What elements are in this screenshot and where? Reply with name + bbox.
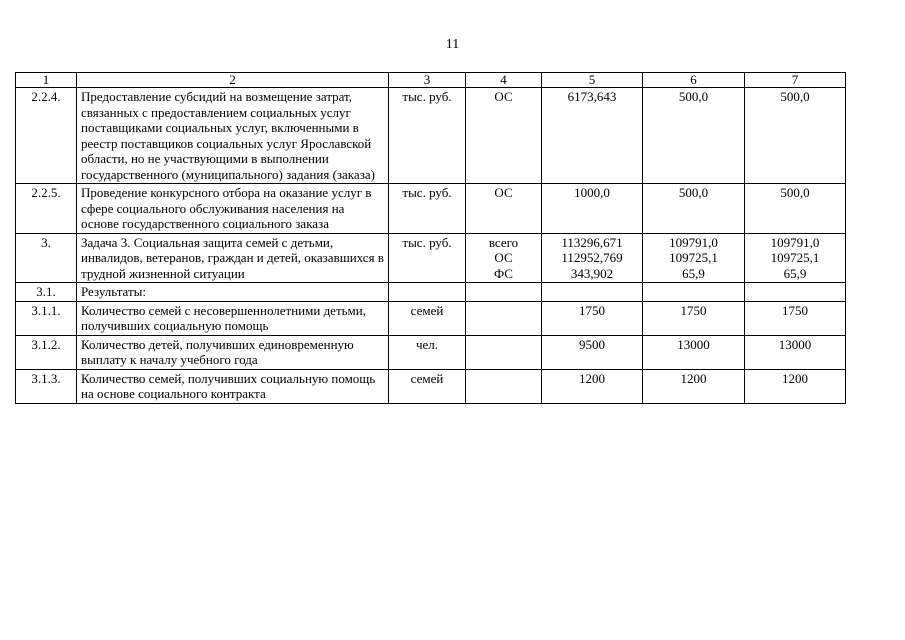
header-cell-2: 2: [77, 73, 389, 88]
value-col7-cell-line: 500,0: [780, 89, 810, 104]
unit-cell: тыс. руб.: [389, 184, 466, 234]
value-col6-cell-line: 1750: [680, 302, 707, 318]
funding-source-cell: [466, 335, 542, 369]
value-col5-cell: [542, 184, 643, 234]
funding-source-cell-line: ОС: [494, 250, 513, 265]
header-cell-4: 4: [466, 73, 542, 88]
funding-source-cell: [466, 233, 542, 283]
funding-source-cell-line: ОС: [494, 89, 513, 104]
value-col5-cell: [542, 88, 643, 184]
funding-source-cell-line: всего: [488, 234, 519, 250]
value-col6-cell: [643, 88, 745, 184]
value-col7-cell-line: 109791,0: [770, 234, 820, 250]
table-row: [16, 88, 846, 184]
value-col6-cell-line: 1200: [680, 370, 707, 386]
funding-source-cell: [466, 283, 542, 302]
value-col7-cell: [745, 184, 846, 234]
value-col5-cell-line: 1750: [579, 302, 605, 318]
funding-source-cell: [466, 184, 542, 234]
header-cell-3: 3: [389, 73, 466, 88]
funding-source-cell: [466, 369, 542, 403]
value-col6-cell: [643, 184, 745, 234]
value-col5-cell-line: 343,902: [570, 265, 614, 281]
unit-cell: чел.: [389, 335, 466, 369]
row-number-cell: 2.2.4.: [16, 88, 77, 184]
description-cell: Количество семей с несовершеннолетними детьми, получивших социальную помощь: [77, 301, 389, 335]
row-number-cell: 3.: [16, 233, 77, 283]
value-col7-cell-line: 1200: [782, 370, 808, 386]
value-col6-cell: [643, 301, 745, 335]
value-col7-cell-line: 1750: [782, 302, 808, 318]
value-col7-cell-line: 109725,1: [770, 250, 820, 265]
value-col7-cell: [745, 233, 846, 283]
table-row: [16, 283, 846, 302]
table-row: [16, 184, 846, 234]
row-number-cell: 3.1.: [16, 283, 77, 302]
value-col5-cell-line: 112952,769: [561, 250, 623, 265]
value-col5-cell: [542, 301, 643, 335]
description-cell: Проведение конкурсного отбора на оказание услуг в сфере социального обслуживания населения на основе государственного социального заказа: [77, 184, 389, 234]
row-number-cell: 3.1.2.: [16, 335, 77, 369]
page-number: 11: [445, 37, 460, 52]
value-col7-cell: [745, 335, 846, 369]
value-col7-cell-line: 500,0: [780, 185, 810, 200]
value-col5-cell-line: 6173,643: [567, 89, 617, 104]
table-row: [16, 233, 846, 283]
description-cell: Результаты:: [77, 283, 389, 302]
value-col6-cell: [643, 283, 745, 302]
value-col6-cell-line: 109725,1: [669, 250, 718, 265]
table-row: [16, 335, 846, 369]
unit-cell: [389, 283, 466, 302]
description-cell: Задача 3. Социальная защита семей с детьми, инвалидов, ветеранов, граждан и детей, оказавшихся в трудной жизненной ситуации: [77, 233, 389, 283]
value-col6-cell: [643, 233, 745, 283]
value-col5-cell: [542, 283, 643, 302]
value-col6-cell-line: 13000: [677, 336, 710, 352]
value-col7-cell-line: 13000: [778, 336, 812, 352]
unit-cell: тыс. руб.: [389, 88, 466, 184]
table-body: [16, 88, 846, 404]
funding-source-cell-line: ФС: [494, 265, 513, 281]
row-number-cell: 3.1.1.: [16, 301, 77, 335]
funding-source-cell: [466, 301, 542, 335]
row-number-cell: 3.1.3.: [16, 369, 77, 403]
value-col6-cell-line: 65,9: [682, 265, 705, 281]
value-col7-cell: [745, 88, 846, 184]
value-col7-cell: [745, 283, 846, 302]
table-row: [16, 369, 846, 403]
unit-cell: тыс. руб.: [389, 233, 466, 283]
description-cell: Предоставление субсидий на возмещение затрат, связанных с предоставлением социальных услуг поставщиками социальных услуг, включенными в реестр поставщиков социальных услуг Ярославской области, но не участвующими в выполнении государственного (муниципального) задания (заказа): [77, 88, 389, 184]
header-cell-1: 1: [16, 73, 77, 88]
value-col5-cell-line: 1200: [579, 370, 605, 386]
funding-source-cell: [466, 88, 542, 184]
table-row: [16, 301, 846, 335]
unit-cell: семей: [389, 301, 466, 335]
value-col5-cell: [542, 369, 643, 403]
value-col6-cell-line: 500,0: [678, 185, 709, 200]
value-col5-cell-line: 113296,671: [561, 234, 623, 250]
value-col7-cell: [745, 369, 846, 403]
funding-source-cell-line: ОС: [494, 185, 513, 200]
description-cell: Количество детей, получивших единовременную выплату к началу учебного года: [77, 335, 389, 369]
row-number-cell: 2.2.5.: [16, 184, 77, 234]
header-cell-7: 7: [745, 73, 846, 88]
data-table: [15, 72, 846, 404]
value-col6-cell-line: 500,0: [678, 89, 709, 104]
value-col7-cell: [745, 301, 846, 335]
value-col5-cell-line: 9500: [579, 336, 605, 352]
value-col5-cell-line: 1000,0: [574, 185, 610, 200]
value-col5-cell: [542, 335, 643, 369]
value-col6-cell: [643, 335, 745, 369]
value-col7-cell-line: 65,9: [783, 265, 807, 281]
header-cell-5: 5: [542, 73, 643, 88]
value-col6-cell-line: 109791,0: [669, 234, 718, 250]
header-row: [16, 73, 846, 88]
header-cell-6: 6: [643, 73, 745, 88]
value-col5-cell: [542, 233, 643, 283]
unit-cell: семей: [389, 369, 466, 403]
description-cell: Количество семей, получивших социальную помощь на основе социального контракта: [77, 369, 389, 403]
value-col6-cell: [643, 369, 745, 403]
